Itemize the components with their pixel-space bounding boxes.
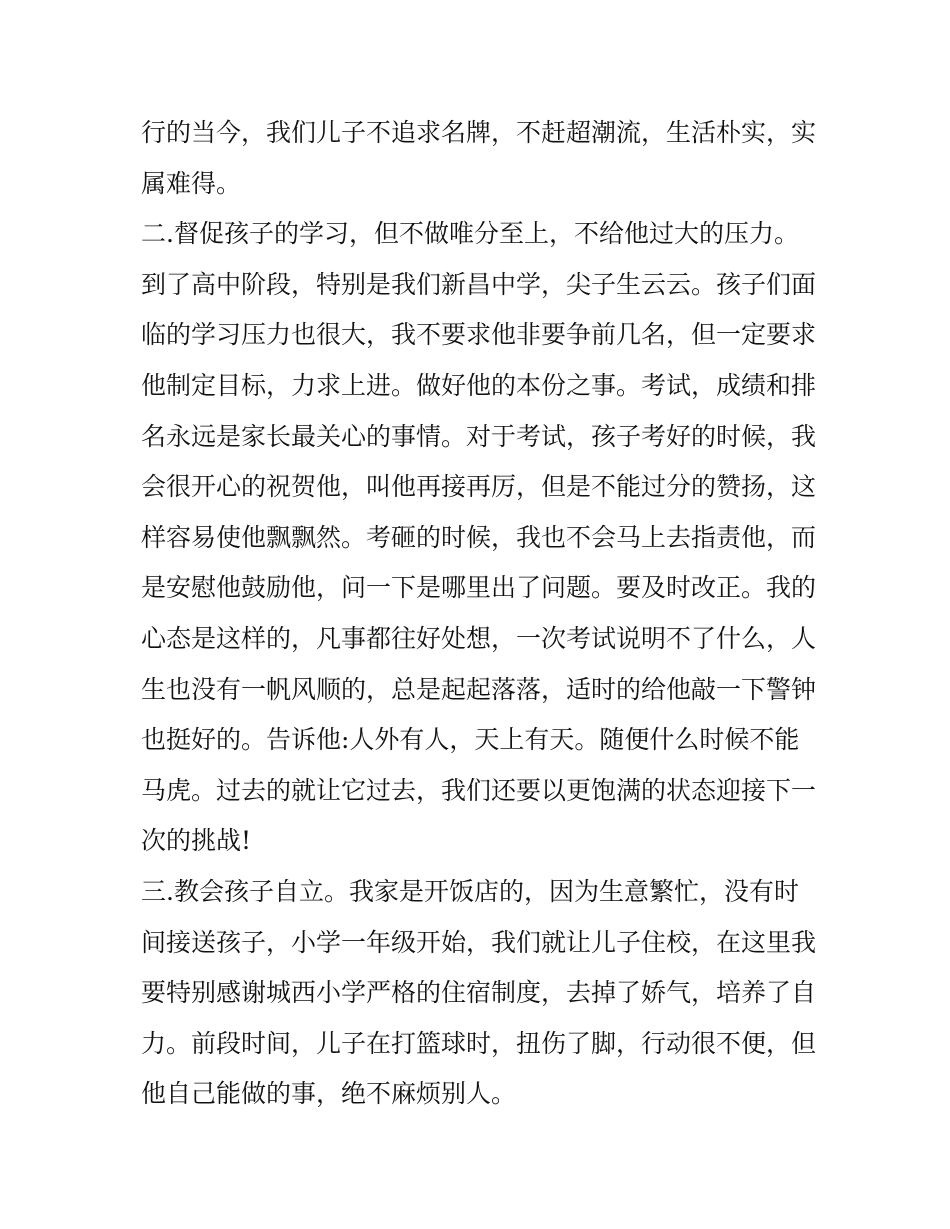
text-line: 名永远是家长最关心的事情。对于考试，孩子考好的时候，我 [141,421,817,451]
text-line: 行的当今，我们儿子不追求名牌，不赶超潮流，生活朴实，实 [141,118,817,147]
text-line: 也挺好的。告诉他:人外有人，天上有天。随便什么时候不能 [141,725,800,755]
text-line: 样容易使他飘飘然。考砸的时候，我也不会马上去指责他，而 [141,522,817,552]
text-line: 间接送孩子，小学一年级开始，我们就让儿子住校，在这里我 [141,927,817,957]
section-heading-3: 三.教会孩子自立。我家是开饭店的，因为生意繁忙，没有时 [141,876,799,906]
document-body [141,108,821,1120]
text-line: 生也没有一帆风顺的，总是起起落落，适时的给他敲一下警钟 [141,674,817,704]
text-line: 次的挑战! [141,826,252,856]
text-line: 会很开心的祝贺他，叫他再接再厉，但是不能过分的赞扬，这 [141,472,817,502]
text-line: 到了高中阶段，特别是我们新昌中学，尖子生云云。孩子们面 [141,269,817,299]
text-line: 马虎。过去的就让它过去，我们还要以更饱满的状态迎接下一 [141,775,817,805]
section-heading-2: 二.督促孩子的学习，但不做唯分至上，不给他过大的压力。 [141,219,799,249]
text-line: 力。前段时间，儿子在打篮球时，扭伤了脚，行动很不便，但 [141,1028,817,1058]
text-line: 心态是这样的，凡事都往好处想，一次考试说明不了什么，人 [141,623,817,653]
text-line: 属难得。 [141,168,242,198]
text-line: 是安慰他鼓励他，问一下是哪里出了问题。要及时改正。我的 [141,573,817,603]
text-line: 他自己能做的事，绝不麻烦别人。 [141,1079,517,1109]
text-line: 临的学习压力也很大，我不要求他非要争前几名，但一定要求 [141,320,817,350]
text-line: 他制定目标，力求上进。做好他的本份之事。考试，成绩和排 [141,370,817,400]
text-line: 要特别感谢城西小学严格的住宿制度，去掉了娇气，培养了自 [141,978,817,1008]
